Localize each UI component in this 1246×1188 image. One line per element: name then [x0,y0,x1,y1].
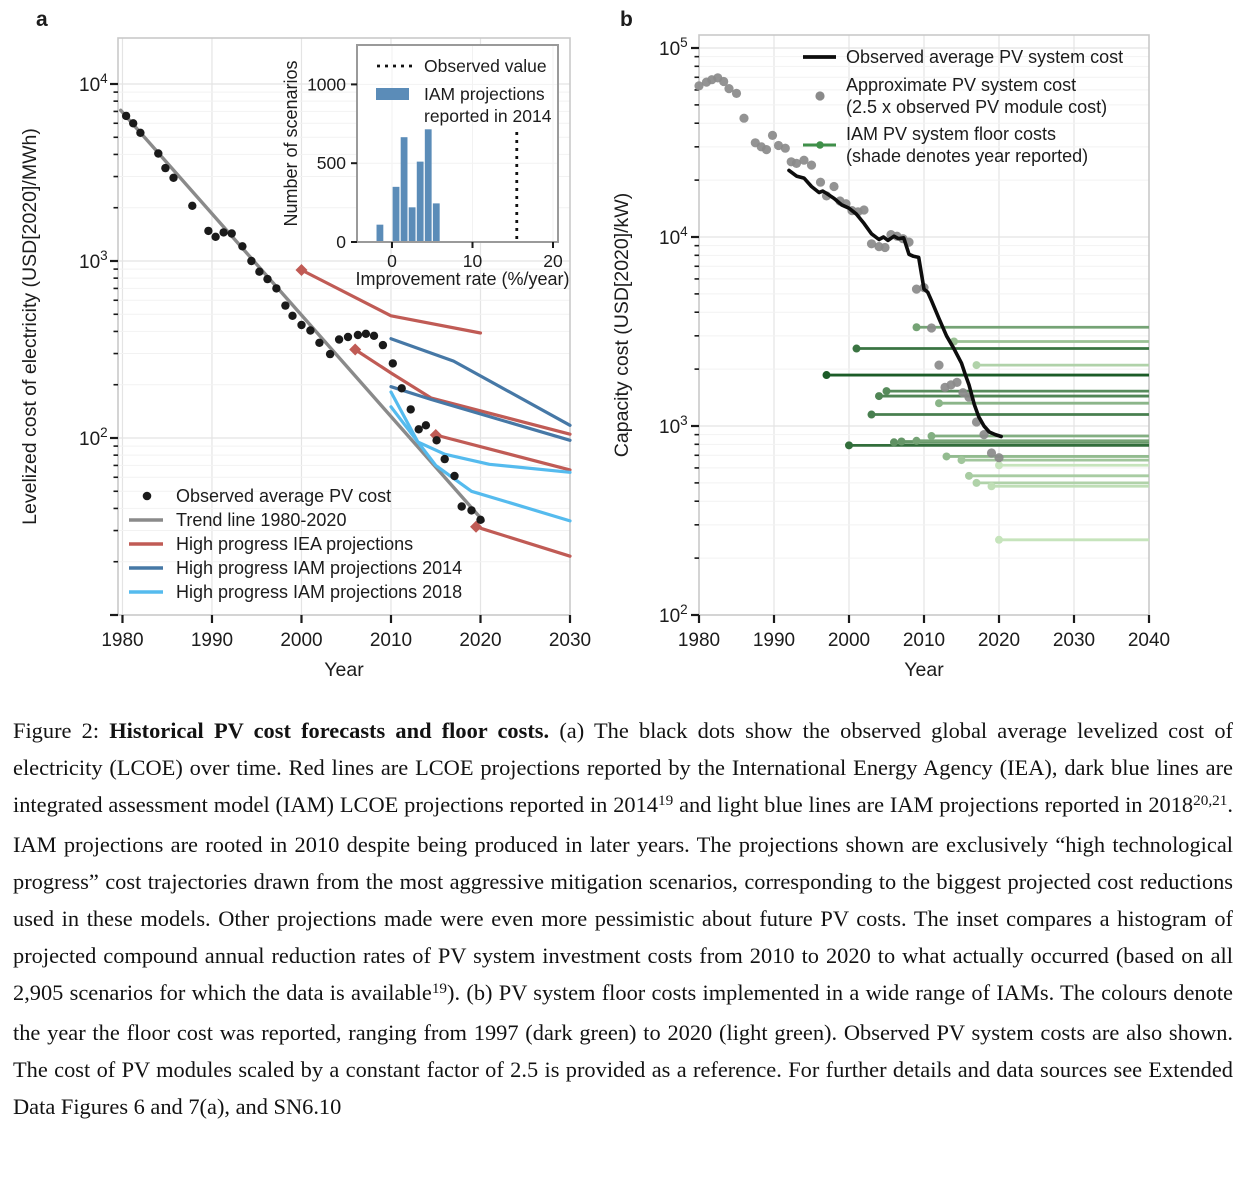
svg-text:Trend line 1980-2020: Trend line 1980-2020 [176,510,347,530]
svg-text:103: $10^3$ [659,413,688,438]
svg-text:1980: 1980 [101,630,144,651]
inset-histogram [281,45,570,289]
panel-a-letter [36,8,48,31]
panel-a [19,8,591,681]
svg-text:102: $10^2$ [659,602,688,627]
gridlines [699,35,1149,615]
svg-text:1990: 1990 [752,630,796,651]
svg-text:2010: 2010 [902,630,946,651]
svg-text:Number of scenarios: Number of scenarios [281,60,301,227]
svg-text:1980: 1980 [677,630,721,651]
svg-text:b: b [620,8,633,31]
svg-text:0: 0 [387,251,397,271]
svg-text:2030: 2030 [548,630,592,651]
svg-text:(2.5 x observed PV module cost: (2.5 x observed PV module cost) [846,97,1108,117]
svg-text:Improvement rate (%/year): Improvement rate (%/year) [355,269,570,289]
svg-text:Year: Year [324,659,364,681]
svg-text:103: $10^3$ [79,248,108,273]
svg-text:Levelized cost of electricity: Levelized cost of electricity (USD[2020]/MWh) [19,128,41,525]
svg-text:Capacity cost (USD[2020]/kW): Capacity cost (USD[2020]/kW) [611,192,633,458]
caption-text: ). (b) PV system floor costs implemented in a wide range of IAMs. The colours denote the year the floor cost was reported, ranging from 1997 (dark green) to 2020 (light green). Observed PV system costs are also shown. The cost of PV modules scaled by a constant factor of 2.5 is provided as a reference. For further details and data sources see Extended Data Figures 6 and 7(a), and SN6.10 [13,980,1233,1119]
svg-text:2010: 2010 [369,630,413,651]
svg-text:reported in 2014: reported in 2014 [424,106,552,126]
svg-text:2000: 2000 [827,630,871,651]
svg-text:2020: 2020 [459,630,502,651]
svg-text:1990: 1990 [190,630,234,651]
caption-text: . IAM projections are rooted in 2010 despite being produced in later years. The projections shown are exclusively “high technological progress” cost trajectories drawn from the most aggressive mitigation scenarios, corresponding to the biggest projected cost reductions used in these models. Other projections made were even more pessimistic about future PV costs. The inset compares a histogram of projected compound annual reduction rates of PV system investment costs from 2010 to 2020 to what actually occurred (based on all 2,905 scenarios for which the data is available [13,792,1233,1005]
svg-text:Observed value: Observed value [424,56,547,76]
svg-text:500: 500 [316,153,346,174]
panel-b-legend [803,47,1123,166]
svg-text:a: a [36,8,48,31]
svg-text:Year: Year [904,659,944,681]
panel-b-letter [620,8,633,31]
svg-text:2000: 2000 [280,630,323,651]
caption-superscript: 19 [658,792,674,810]
svg-text:High progress IAM projections: High progress IAM projections 2014 [176,558,463,578]
svg-text:2020: 2020 [977,630,1021,651]
svg-text:0: 0 [336,232,346,252]
panel-a-legend [129,486,462,602]
caption-text: Figure 2: [13,718,110,743]
panel-b [611,8,1170,681]
caption-text: (a) The black dots show the observed global average levelized cost of electricity (LCOE) over time. Red lines are LCOE projections reported by the International Energy Agency (IEA), dark blue lines are integrated assessment model (IAM) LCOE projections reported in 2014 [13,718,1233,817]
figure-caption [13,712,1233,1125]
caption-superscript: 19 [431,980,448,998]
svg-text:(shade denotes year reported): (shade denotes year reported) [846,146,1089,166]
caption-title: Historical PV cost forecasts and floor costs. [109,718,550,743]
caption-text: and light blue lines are IAM projections reported in 2018 [673,792,1194,817]
svg-text:IAM projections: IAM projections [424,84,545,104]
svg-text:Observed average PV cost: Observed average PV cost [176,486,392,506]
svg-text:High progress IAM projections: High progress IAM projections 2018 [176,582,463,602]
svg-text:High progress IEA projections: High progress IEA projections [176,534,414,554]
svg-text:104: $10^4$ [79,71,108,96]
svg-text:2040: 2040 [1127,630,1171,651]
svg-text:10: 10 [462,251,483,271]
svg-text:20: 20 [543,251,563,271]
svg-text:Approximate PV system cost: Approximate PV system cost [846,75,1077,95]
svg-text:1000: 1000 [307,74,346,95]
svg-text:IAM PV system floor costs: IAM PV system floor costs [846,124,1057,144]
caption-superscript: 20,21 [1193,792,1228,810]
svg-text:2030: 2030 [1052,630,1096,651]
svg-text:102: $10^2$ [79,425,108,450]
svg-text:Observed average PV system cos: Observed average PV system cost [846,47,1124,67]
svg-text:105: $10^5$ [659,35,688,60]
svg-text:104: $10^4$ [659,224,688,249]
